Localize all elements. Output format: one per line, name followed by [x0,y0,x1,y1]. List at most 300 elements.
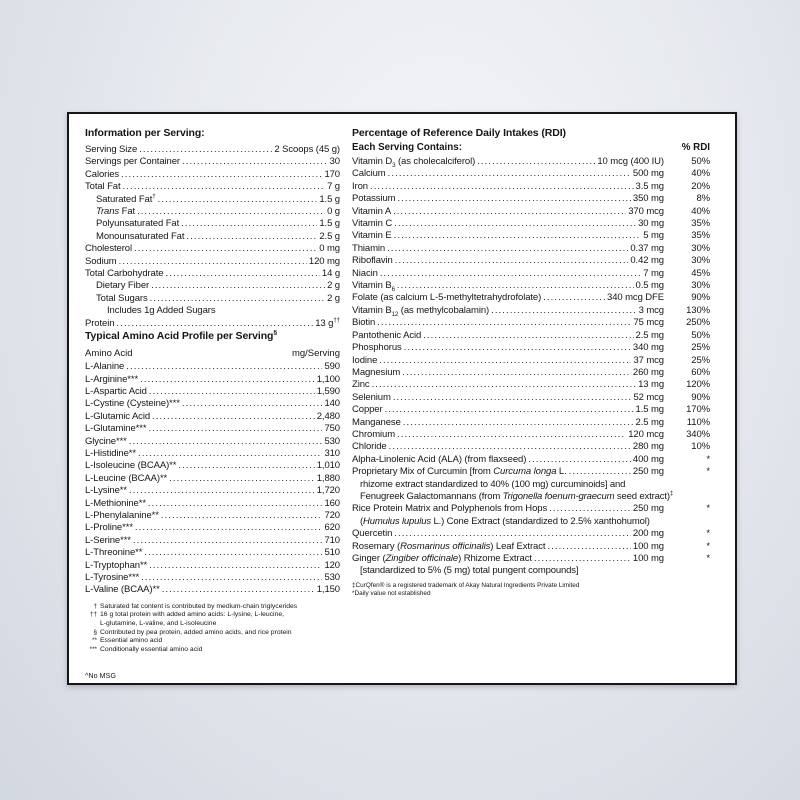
rdi-row [352,280,710,292]
rdi-row-label: Magnesium [352,366,401,378]
dot-leader [394,218,636,230]
info-row [85,293,340,305]
amino-row-label: L-Glutamic Acid [85,410,151,422]
rdi-row-amount: 0.5 mg [635,280,664,292]
rdi-row-percent: 120% [686,379,710,391]
info-row-value: 1.5 g [319,193,340,205]
rdi-row [352,379,710,391]
amino-row-label: Glycine*** [85,435,127,447]
rdi-row-percent: 10% [691,441,710,453]
info-row-label: Serving Size [85,144,138,155]
dot-leader [403,417,634,429]
rdi-row-label: Vitamin C [352,218,393,230]
rdi-row-extras [352,565,710,577]
rdi-row-amount: 30 mg [638,218,664,230]
rdi-row [352,292,710,304]
rdi-row-amount: 7 mg [643,267,664,279]
info-row [85,181,340,193]
info-column [85,127,340,683]
rdi-row-extras [352,479,710,504]
dot-leader [149,386,315,398]
info-row-label: Total Sugars [96,292,148,304]
rdi-row [352,230,710,242]
rdi-row-entry [352,503,664,515]
rdi-row-label: Manganese [352,416,401,428]
dot-leader [186,231,317,243]
rdi-row-label: Ginger (Zingiber officinale) Rhizome Extract [352,553,532,564]
info-row-label: Calories [85,168,120,180]
dot-leader [534,553,631,565]
footnote-marker: †† [89,611,97,619]
rdi-row-entry [352,305,664,317]
footnote-row [85,646,340,655]
left-footnotes [85,603,340,655]
rdi-row-label: Pantothenic Acid [352,329,422,341]
rdi-row-percent: 30% [691,280,710,292]
amino-row [85,535,340,547]
rdi-row-main [352,243,710,255]
rdi-row-entry [352,355,664,367]
rdi-row-label: Chloride [352,441,387,453]
info-row-value: 0 mg [319,243,340,255]
footnote-row [85,603,340,612]
rdi-row-entry [352,541,664,553]
dot-leader [134,243,317,255]
rdi-row-main [352,181,710,193]
dot-leader [377,317,631,329]
rdi-row [352,454,710,466]
amino-row-value: 310 [324,447,340,459]
amino-row [85,361,340,373]
rdi-row-percent: 40% [691,205,710,217]
rdi-row-label: Zinc [352,379,370,391]
rdi-row-label: Potassium [352,193,396,205]
rdi-row-percent: 60% [691,366,710,378]
rdi-row-main [352,230,710,242]
info-row-value: 14 g [321,268,340,280]
amino-row-label: L-Arginine*** [85,373,139,385]
dot-leader [404,342,631,354]
rdi-row-amount: 0.37 mg [630,242,664,254]
dot-leader [149,560,322,572]
rdi-row-percent: 50% [691,329,710,341]
rdi-row-main [352,218,710,230]
rdi-row-label: Vitamin $B_{12}$ (as methylcobalamin) [352,304,490,318]
info-row-label: Includes 1g Added Sugars [107,305,216,317]
amino-row-value: 1,150 [316,584,340,596]
info-row-label: Monounsaturated Fat [96,230,185,242]
rdi-column [352,127,710,683]
rdi-row-label: Thiamin [352,242,386,254]
rdi-row-main [352,317,710,329]
rdi-header-left: Each Serving Contains: [352,142,462,153]
amino-col-name: Amino Acid [85,348,133,360]
info-row-label: Polyunsaturated Fat [96,218,180,230]
dot-leader [380,268,641,280]
rdi-row-percent: 30% [691,242,710,254]
rdi-row-entry [352,417,664,429]
rdi-row-label: Riboflavin [352,255,393,267]
amino-row [85,498,340,510]
footnote-marker: † [93,602,97,610]
dot-leader [402,367,631,379]
amino-row [85,547,340,559]
dot-leader [152,411,315,423]
rdi-row-percent: 45% [691,267,710,279]
rdi-row-percent: 250% [686,317,710,329]
rdi-row-amount: 13 mg [638,379,664,391]
dot-leader [182,156,328,168]
dot-leader [169,473,315,485]
info-row [85,268,340,280]
dot-leader [385,404,634,416]
rdi-row-percent: 170% [686,404,710,416]
rdi-row-main [352,441,710,453]
footnote-text: Essential amino acid [100,637,163,645]
rdi-row-percent: 50% [691,156,710,167]
rdi-row [352,441,710,453]
rdi-row [352,317,710,329]
rdi-row-entry [352,317,664,329]
footnote-text: 16 g total protein with added amino acids: L-lysine, L-leucine, L-glutamine, L-valine, and L-isoleucine [100,611,285,627]
rdi-title: Percentage of Reference Daily Intakes (RDI) [352,127,566,139]
dot-leader [423,330,633,342]
rdi-row-percent: 20% [691,180,710,192]
dot-leader [140,374,315,386]
dot-leader [395,255,629,267]
amino-row-label: L-Serine*** [85,534,131,546]
rdi-row-entry [352,255,664,267]
rdi-row-label: Copper [352,404,383,416]
amino-row-value: 1,100 [316,373,340,385]
amino-row-label: L-Valine (BCAA)** [85,584,160,596]
info-row [85,156,340,168]
footnote-marker: *** [89,645,97,653]
rdi-row-amount: 340 mcg DFE [607,292,664,304]
dot-leader [126,361,322,373]
rdi-row-main [352,342,710,354]
info-row [85,231,340,243]
footnote-row [85,629,340,638]
footnote-line: ‡CurQfen® is a registered trademark of Akay Natural Ingredients Private Limited [352,581,580,589]
dot-leader [397,429,626,441]
rdi-row-percent: 35% [691,218,710,230]
info-row-label: Protein [85,317,115,329]
amino-row-value: 510 [324,547,340,559]
rdi-row-main [352,206,710,218]
amino-row-value: 530 [324,435,340,447]
info-row-label: Cholesterol [85,243,132,255]
amino-row-label: L-Proline*** [85,522,133,534]
rdi-row [352,330,710,342]
rdi-row-amount: 10 mcg (400 IU) [597,156,664,167]
dot-leader [569,466,631,478]
rdi-row-main [352,528,710,540]
rdi-row-entry [352,367,664,379]
rdi-row-label: Chromium [352,428,396,440]
amino-row-label: L-Methionine** [85,497,146,509]
rdi-row-amount: 75 mcg [633,317,664,329]
info-row [85,218,340,230]
rdi-row-continuation: Fenugreek Galactomannans (from Trigonella foenum-graecum seed extract)‡ [360,489,674,502]
rdi-row-label: Selenium [352,391,391,403]
rdi-row-percent: 8% [696,193,710,205]
rdi-row [352,218,710,230]
amino-row [85,460,340,472]
amino-row [85,572,340,584]
rdi-row-amount: 500 mg [632,168,664,180]
rdi-row [352,417,710,429]
rdi-row-amount: 37 mcg [633,354,664,366]
info-row-value: 7 g [327,181,340,193]
rdi-row-main [352,404,710,416]
rdi-row-continuation: (Humulus lupulus L.) Cone Extract (standardized to 2.5% xanthohumol) [360,515,650,527]
rdi-row-entry [352,193,664,205]
rdi-row [352,156,710,168]
amino-row-value: 750 [324,423,340,435]
dot-leader [477,156,595,168]
rdi-row-main [352,429,710,441]
amino-row-value: 530 [324,572,340,583]
dot-leader [116,318,313,330]
footnote-marker: ** [92,637,97,645]
amino-row [85,436,340,448]
amino-row-value: 140 [324,398,340,410]
amino-row-label: L-Tryptophan** [85,559,148,571]
amino-row-label: L-Leucine (BCAA)** [85,472,168,484]
rdi-row-entry [352,330,664,342]
rdi-row-label: Rice Protein Matrix and Polyphenols from Hops [352,503,548,515]
dot-leader [394,230,642,242]
footnote-text: Conditionally essential amino acid [100,645,203,653]
amino-row [85,411,340,423]
rdi-row-main [352,379,710,391]
rdi-row-entry [352,528,664,540]
amino-row-value: 1,880 [316,472,340,484]
rdi-rows [352,156,710,578]
amino-row [85,374,340,386]
info-row-label: Dietary Fiber [96,280,150,292]
rdi-row-main [352,355,710,367]
footnote-row [85,611,340,628]
rdi-row-amount: 5 mg [643,230,664,242]
info-rows [85,144,340,330]
rdi-row-main [352,466,710,478]
rdi-row-entry [352,429,664,441]
rdi-row-amount: 400 mg [632,453,664,465]
info-title: Information per Serving: [85,127,205,139]
amino-row-label: L-Threonine** [85,547,143,559]
amino-col-value: mg/Serving [291,348,340,360]
rdi-row [352,268,710,280]
rdi-row-entry [352,466,664,478]
dot-leader [387,243,628,255]
dot-leader [121,169,322,181]
info-row-label: Total Carbohydrate [85,268,164,280]
amino-row-label: L-Lysine** [85,485,127,497]
amino-row [85,485,340,497]
dot-leader [397,280,634,292]
info-row [85,318,340,330]
rdi-row-main [352,292,710,304]
info-row [85,256,340,268]
dot-leader [370,181,634,193]
rdi-row-amount: 100 mg [632,553,664,564]
amino-row-value: 1,010 [316,460,340,472]
rdi-row-entry [352,454,664,466]
dot-leader [182,398,323,410]
rdi-row-percent: 340% [686,428,710,440]
rdi-row-main [352,168,710,180]
rdi-row [352,429,710,441]
rdi-row-label: Vitamin A [352,205,392,217]
amino-row-value: 620 [324,522,340,534]
rdi-row-amount: 120 mcg [628,428,664,440]
info-row-label: Trans Fat [96,206,136,218]
rdi-row-main [352,454,710,466]
right-footnotes [352,582,710,598]
rdi-row-amount: 1.5 mg [635,404,664,416]
amino-row-value: 160 [324,497,340,509]
info-row-value: 2.5 g [319,230,340,242]
info-row-label: Sodium [85,255,117,267]
rdi-row-percent: 110% [686,416,710,428]
rdi-row-amount: 250 mg [632,466,664,478]
rdi-row-percent: 35% [691,230,710,242]
info-row-label: Servings per Container [85,156,180,168]
rdi-row-main [352,330,710,342]
info-row-value: 2 Scoops (45 g) [274,144,340,155]
rdi-row-entry [352,404,664,416]
amino-row-label: L-Aspartic Acid [85,385,147,397]
amino-title: Typical Amino Acid Profile per Serving§ [85,329,278,343]
dot-leader [150,293,325,305]
dot-leader [393,206,626,218]
rdi-row-label: Vitamin $D_3$ (as cholecalciferol) [352,156,476,169]
rdi-row-main [352,268,710,280]
amino-row-label: L-Phenylalanine** [85,509,159,521]
info-row-value: 2 g [327,292,340,304]
dot-leader [528,454,631,466]
dot-leader [393,392,632,404]
dot-leader [141,572,322,584]
rdi-row-entry [352,292,664,304]
amino-row-label: L-Histidine** [85,447,136,459]
dot-leader [148,498,323,510]
rdi-row-entry [352,230,664,242]
rdi-row [352,243,710,255]
footnote-line: *Daily value not established [352,590,431,598]
rdi-row-main [352,541,710,553]
rdi-row [352,404,710,416]
rdi-row [352,466,710,503]
rdi-row [352,503,710,528]
rdi-row-percent: * [706,553,710,564]
rdi-row [352,206,710,218]
info-row-value: 13 g†† [315,316,340,329]
info-row-value: 1.5 g [319,218,340,230]
rdi-row-label: Iodine [352,354,378,366]
rdi-row-amount: 52 mcg [633,391,664,403]
dot-leader [161,510,323,522]
rdi-row-amount: 340 mg [632,342,664,354]
amino-row-value: 1,590 [316,385,340,397]
dot-leader [135,522,323,534]
dot-leader [151,280,325,292]
footnote-row [85,637,340,646]
info-row-value: 120 mg [308,255,340,267]
rdi-row-continuation: rhizome extract standardized to 40% (100 mg) curcuminoids] and [360,478,626,490]
rdi-row-percent: 130% [686,304,710,316]
dot-leader [181,218,317,230]
rdi-row-label: Calcium [352,168,386,180]
rdi-table-header [352,141,710,155]
rdi-row-entry [352,392,664,404]
dot-leader [178,460,314,472]
dot-leader [139,144,272,156]
footnote-marker: § [93,628,97,636]
dot-leader [491,305,637,317]
rdi-row-continuation: [standardized to 5% (5 mg) total pungent compounds] [360,565,579,577]
rdi-row-percent: * [706,466,710,478]
dot-leader [397,193,630,205]
dot-leader [119,256,307,268]
dot-leader [129,436,323,448]
amino-table-header [85,347,340,360]
rdi-row-percent: 25% [691,342,710,354]
dot-leader [162,584,315,596]
rdi-row-label: Rosemary (Rosmarinus officinalis) Leaf Extract [352,540,546,552]
info-row-label: Saturated Fat† [96,192,156,205]
info-row [85,144,340,156]
rdi-row-label: Phosphorus [352,342,402,354]
rdi-row-entry [352,280,664,292]
rdi-row [352,367,710,379]
rdi-row-label: Quercetin [352,528,393,540]
rdi-row-entry [352,181,664,193]
dot-leader [137,206,325,218]
rdi-row-amount: 3.5 mg [635,180,664,192]
amino-row [85,386,340,398]
rdi-row-label: Vitamin $B_6$ [352,280,395,293]
rdi-row [352,181,710,193]
rdi-row [352,193,710,205]
rdi-row-percent: 40% [691,168,710,180]
dot-leader [549,503,631,515]
rdi-row [352,305,710,317]
rdi-row [352,255,710,267]
rdi-row-amount: 0.42 mg [630,255,664,267]
amino-row-value: 1,720 [316,485,340,497]
rdi-row-entry [352,553,664,565]
rdi-row-label: Proprietary Mix of Curcumin [from Curcuma longa L. [352,466,567,478]
amino-row [85,398,340,410]
rdi-row-entry [352,218,664,230]
amino-row [85,560,340,572]
footnote-text: Contributed by pea protein, added amino acids, and rice protein [100,628,292,636]
supplement-facts-panel [67,112,737,685]
rdi-row-entry [352,156,664,168]
dot-leader [547,541,631,553]
info-row [85,169,340,181]
amino-row [85,522,340,534]
amino-row-value: 720 [324,509,340,521]
info-row [85,280,340,292]
rdi-row [352,553,710,578]
rdi-row-label: Vitamin E [352,230,392,242]
amino-row [85,473,340,485]
dot-leader [138,448,322,460]
